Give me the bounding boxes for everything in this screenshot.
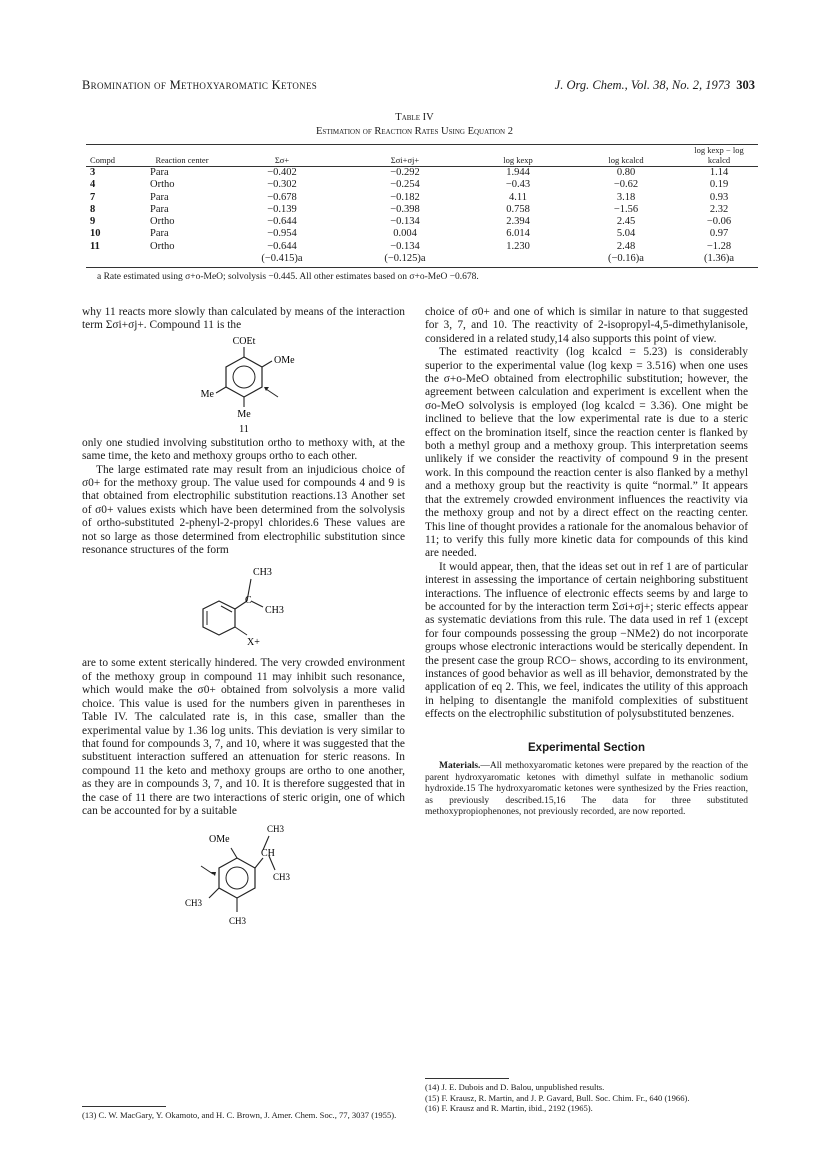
journal-ref: J. Org. Chem., Vol. 38, No. 2, 1973: [554, 78, 731, 92]
materials-paragraph: [425, 761, 748, 819]
section-heading: Experimental Section: [528, 741, 645, 754]
table-cell: 0.93: [709, 191, 729, 203]
running-header: Bromination of Methoxyaromatic Ketones: [82, 78, 318, 92]
table-cell: Para: [150, 228, 169, 240]
table-cell: 7: [90, 191, 96, 203]
materials-text: —All methoxyaromatic ketones were prepared by the reaction of the parent hydroxyaromatic ketones with dimethyl sulfate in methanolic sodium hydroxide.15 The hydroxyaromatic ketones were synthesized by the Fries reaction, as previously described.15,16 The data for three substituted methoxypropiophenones, not previously recorded, are now reported.: [425, 761, 748, 817]
footnote: (13) C. W. MacGary, Y. Okamoto, and H. C. Brown, J. Amer. Chem. Soc., 77, 3037 (1955).: [82, 1110, 397, 1120]
table-cell: −1.56: [613, 203, 639, 215]
table-cell: −0.302: [267, 179, 297, 191]
table-cell: 2.394: [506, 216, 530, 228]
table-cell: 4.11: [509, 191, 527, 203]
compound-11-structure: [82, 335, 405, 435]
mol3-ch3b: CH3: [272, 872, 290, 883]
mol2-right: CH3: [264, 605, 284, 617]
page-number: 303: [736, 78, 755, 92]
table-cell: 1.14: [709, 167, 729, 178]
footnotes-right: [425, 1078, 750, 1114]
table-cell: −0.06: [706, 216, 732, 228]
table-cell: Para: [150, 203, 169, 215]
journal-citation: [555, 78, 755, 93]
table-row: [86, 204, 758, 216]
table-cell: −0.43: [505, 179, 531, 191]
table-cell: 8: [90, 203, 96, 215]
table-cell: 1.230: [506, 240, 530, 252]
footnote: (15) F. Krausz, R. Martin, and J. P. Gavard, Bull. Soc. Chim. Fr., 640 (1966).: [425, 1092, 690, 1103]
paragraph: choice of σ0+ and one of which is similar in nature to that suggested for 3, 7, and 10. The reactivity of 2-isopropyl-4,5-dimethylanisole, considered in a related study,14 also supports this point of view.: [425, 306, 748, 345]
table-cell: −1.28: [706, 240, 732, 252]
table-cell: −0.644: [267, 216, 297, 228]
table-cell: −0.292: [390, 167, 420, 178]
table-cell: 1.944: [506, 167, 530, 178]
paragraph: The large estimated rate may result from an injudicious choice of σ0+ for the methoxy group. The value used for compounds 4 and 9 is that obtained from electrophilic substitution reactions.13 Another set of σ0+ values exists which have been determined from the solvolysis of ortho-substituted 2-phenyl-2-propyl chlorides.6 These values are not so large as those determined from electrophilic substitution since resonance structures of the form: [82, 463, 405, 557]
carbocation-structure: [82, 559, 405, 655]
mol1-left: Me: [200, 388, 214, 400]
table-row: [86, 192, 758, 204]
table-title: Estimation of Reaction Rates Using Equation 2: [316, 126, 513, 137]
table-cell: −0.402: [267, 167, 297, 178]
table-cell: −0.182: [390, 191, 420, 203]
paragraph: It would appear, then, that the ideas set out in ref 1 are of particular interest in assessing the importance of certain neighboring substituent interactions. The influence of electronic effects seems by and large to be accounted for by the interaction term Σσi+σj+; steric effects appear as systematic deviations from this rule. The data used in ref 1 (except for four compounds possessing the group −NMe2) do not incorporate groups whose electronic interactions would be sterically dependent. In the present case the group RCO− shows, according to its environment, instances of good behavior as well as ill behavior, demonstrated by the application of eq 2. This, we feel, indicates the utility of this approach in helping to disentangle the manifold complexities of substituent effects on the electrophilic substitution of polysubstituted benzenes.: [425, 560, 748, 721]
table-cell: −0.139: [267, 203, 297, 215]
table-label: Table IV: [395, 112, 434, 123]
table-cell: Para: [150, 167, 169, 178]
table-cell: 4: [90, 179, 96, 191]
table-cell: −0.678: [267, 191, 297, 203]
table-cell: Para: [150, 191, 169, 203]
mol3-ch: CH: [260, 848, 275, 860]
left-column: [82, 306, 405, 934]
table-cell: (−0.125)a: [346, 253, 464, 268]
table-cell: 5.04: [616, 228, 636, 240]
col-logkexp: log kexp: [464, 145, 572, 167]
table-cell: −0.254: [390, 179, 420, 191]
col-diff: log kexp − log kcalcd: [680, 145, 758, 167]
footnote: (14) J. E. Dubois and D. Balou, unpublished results.: [425, 1082, 605, 1092]
table-cell: 2.45: [616, 216, 636, 228]
right-column: [425, 306, 748, 819]
col-sigma: Σσ+: [218, 145, 346, 167]
materials-lead: Materials.: [439, 761, 481, 771]
table-row: [86, 216, 758, 228]
table-cell: −0.398: [390, 203, 420, 215]
table-cell: 2.48: [616, 240, 636, 252]
paragraph: only one studied involving substitution ortho to methoxy with, at the same time, the keto and methoxy groups ortho to each other.: [82, 436, 405, 463]
table-row: [86, 228, 758, 240]
table-cell: 0.758: [506, 203, 530, 215]
table-cell: −0.954: [267, 228, 297, 240]
mol1-bottom: Me: [236, 408, 251, 420]
isopropyl-anisole-structure: [82, 820, 405, 932]
table-cell: 11: [90, 240, 100, 252]
table-cell: [86, 253, 146, 268]
mol1-top: COEt: [232, 335, 255, 347]
col-center: Reaction center: [146, 145, 218, 167]
table-cell: 0.19: [709, 179, 729, 191]
mol3-ch3c: CH3: [184, 898, 202, 909]
col-sigma-ij: Σσi+σj+: [346, 145, 464, 167]
mol1-label: 11: [238, 423, 249, 435]
table-cell: 10: [90, 228, 101, 240]
table-cell: 6.014: [506, 228, 530, 240]
table-row: [86, 253, 758, 268]
table-cell: −0.62: [613, 179, 639, 191]
table-row: [86, 241, 758, 253]
footnotes-left: [82, 1106, 407, 1121]
table-row: [86, 167, 758, 180]
table-cell: [146, 253, 218, 268]
mol2-top: CH3: [252, 567, 272, 579]
table-cell: 0.004: [393, 228, 417, 240]
mol1-right: OMe: [273, 354, 295, 366]
mol3-ch3a: CH3: [266, 824, 284, 835]
table-cell: 9: [90, 216, 96, 228]
mol3-ch3d: CH3: [228, 916, 246, 927]
table-cell: (−0.415)a: [218, 253, 346, 268]
table-footnote: a Rate estimated using σ+o-MeO; solvolysis −0.445. All other estimates based on σ+o-MeO −0.678.: [97, 272, 479, 282]
paragraph: are to some extent sterically hindered. The very crowded environment of the methoxy group in compound 11 may inhibit such resonance, which would make the σ0+ obtained from solvolysis a more valid choice. This value is used for the numbers given in parentheses in Table IV. The calculated rate is, in this case, smaller than the experimental value by 1.36 log units. This deviation is very similar to that found for compounds 3, 7, and 10, where it was suggested that the substituent interaction suffered an attenuation for steric reasons. In compound 11 the keto and methoxy groups are ortho to one another, as they are in compounds 3, 7, and 10. It is therefore suggested that in the case of 11 there are two interactions of steric origin, one of which can be accounted for by a suitable: [82, 657, 405, 817]
mol2-bottom: X+: [246, 637, 260, 649]
table-cell: 3: [90, 167, 96, 178]
table-cell: [464, 253, 572, 268]
table-cell: (−0.16)a: [572, 253, 680, 268]
col-compd: Compd: [86, 145, 146, 167]
footnote: (16) F. Krausz and R. Martin, ibid., 2192 (1965).: [425, 1103, 593, 1113]
table-cell: (1.36)a: [680, 253, 758, 268]
table-cell: 2.32: [709, 203, 729, 215]
table-cell: 0.97: [709, 228, 729, 240]
rates-table: [86, 144, 758, 268]
table-cell: 0.80: [616, 167, 636, 178]
table-cell: −0.134: [390, 240, 420, 252]
table-cell: −0.134: [390, 216, 420, 228]
table-cell: 3.18: [616, 191, 636, 203]
table-row: [86, 179, 758, 191]
mol3-ome: OMe: [208, 834, 230, 846]
mol2-center: C: [244, 595, 252, 607]
col-logkcalcd: log kcalcd: [572, 145, 680, 167]
paragraph: why 11 reacts more slowly than calculated by means of the interaction term Σσi+σj+. Compound 11 is the: [82, 306, 405, 332]
table-cell: Ortho: [150, 240, 175, 252]
table-cell: Ortho: [150, 179, 175, 191]
table-cell: Ortho: [150, 216, 175, 228]
table-cell: −0.644: [267, 240, 297, 252]
paragraph: The estimated reactivity (log kcalcd = 5.23) is considerably superior to the experimental value (log kexp = 3.516) when one uses the σ+o-MeO obtained from electrophilic substitution; however, the agreement between calculation and experiment is excellent when the σo-MeO solvolysis is employed (log kcalcd = 3.36). One might be inclined to believe that the low experimental rate is due to a steric effect on the bromination itself, since the reaction center is flanked by both a methyl group and a methoxy group. This interpretation seems unlikely if we consider the reactivity of compound 9 in the present work. In this compound the reaction center is also flanked by a methyl and a methoxy group but the reactivity is quite “normal.” It appears that the extremely crowded environment influences the reactivity via the methoxy group and not by a direct effect on the reacting center. This line of thought provides a rationale for the anomalous behavior of 11; to verify this fully more kinetic data for compounds of this kind are needed.: [425, 346, 748, 560]
